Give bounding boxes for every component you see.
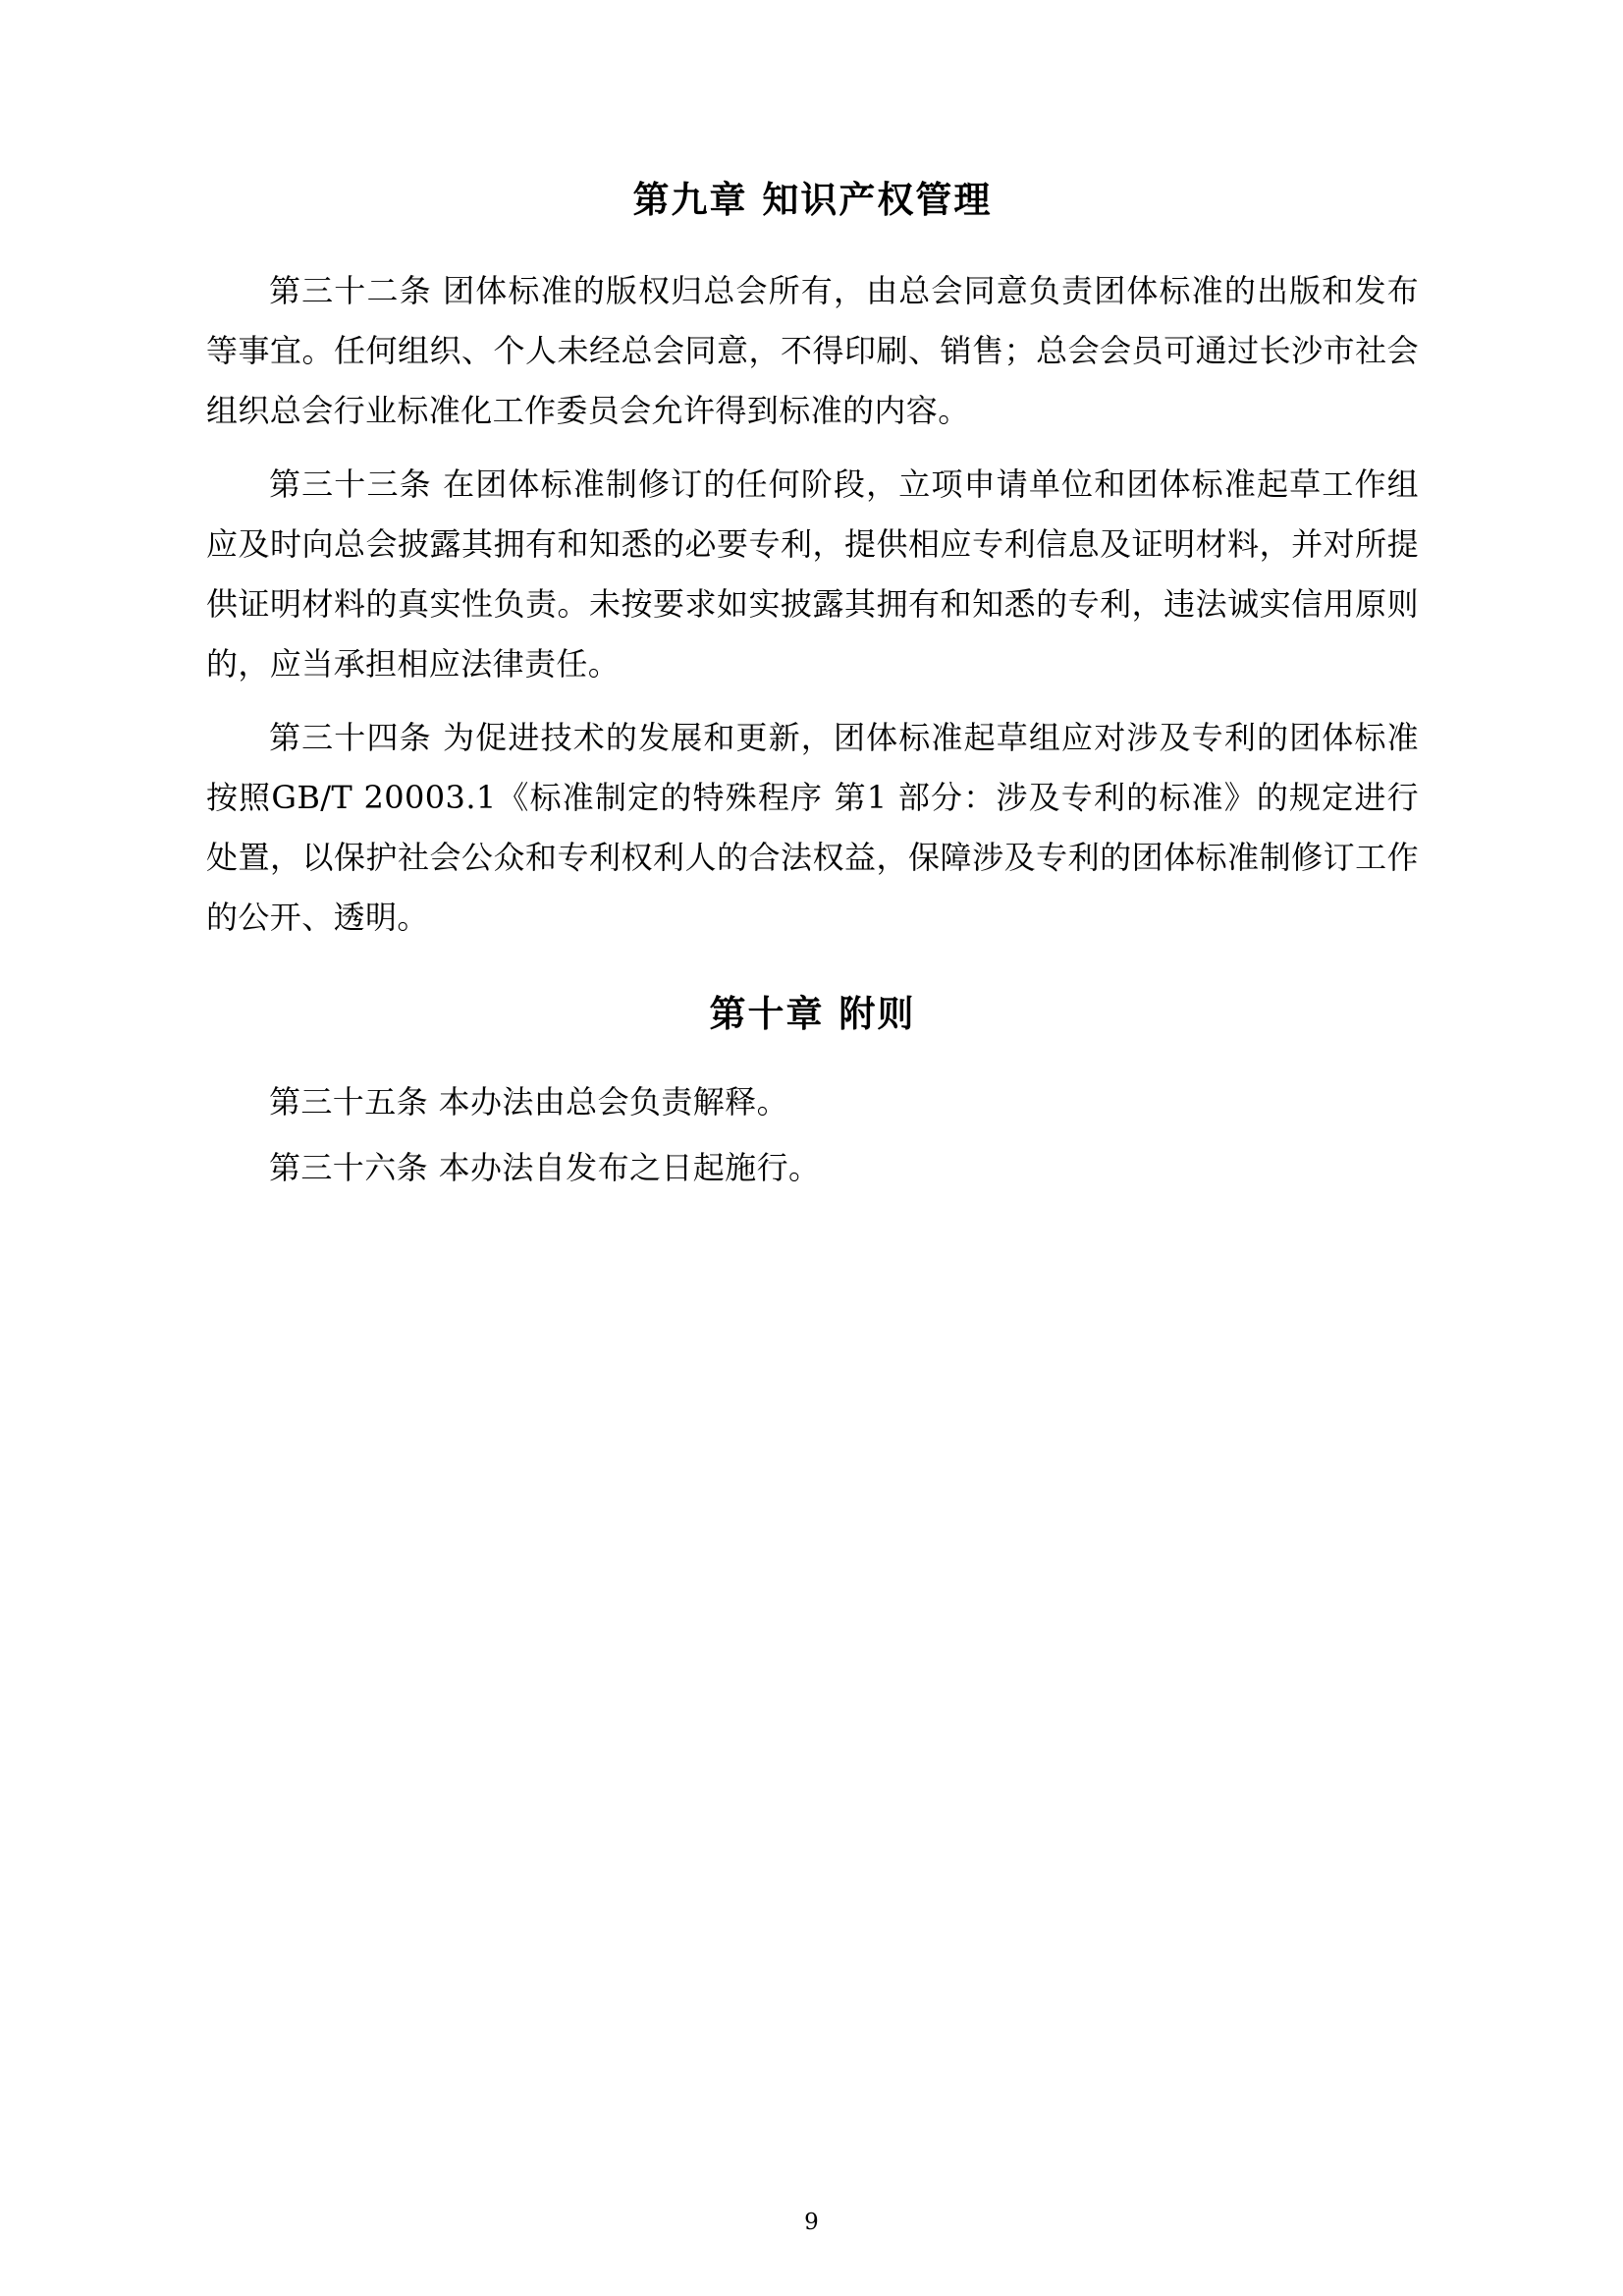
- paragraph-article-33: 第三十三条 在团体标准制修订的任何阶段，立项申请单位和团体标准起草工作组应及时向总会披露其拥有和知悉的必要专利，提供相应专利信息及证明材料，并对所提供证明材料的真实性负责。未按要求如实披露其拥有和知悉的专利，违法诚实信用原则的，应当承担相应法律责任。: [206, 465, 1419, 683]
- page-number: 9: [804, 2210, 819, 2235]
- paragraph-article-32: 第三十二条 团体标准的版权归总会所有，由总会同意负责团体标准的出版和发布等事宜。任何组织、个人未经总会同意，不得印刷、销售；总会会员可通过长沙市社会组织总会行业标准化工作委员会允许得到标准的内容。: [206, 272, 1419, 430]
- paragraph-article-35: 第三十五条 本办法由总会负责解释。: [269, 1082, 788, 1121]
- chapter-ten-heading: 第十章 附则: [709, 993, 916, 1036]
- top-spacer: [206, 118, 1419, 151]
- chapter-nine-block: [206, 179, 1419, 222]
- chapter-nine-heading: 第九章 知识产权管理: [632, 179, 993, 221]
- page-content: [206, 118, 1419, 1198]
- paragraph-article-36: 第三十六条 本办法自发布之日起施行。: [269, 1148, 821, 1186]
- paragraph-article-34: 第三十四条 为促进技术的发展和更新，团体标准起草组应对涉及专利的团体标准按照GB/T 20003.1《标准制定的特殊程序 第1 部分：涉及专利的标准》的规定进行处置，以保护社会公众和专利权利人的合法权益，保障涉及专利的团体标准制修订工作的公开、透明。: [206, 719, 1419, 937]
- chapter-ten-block: [206, 993, 1419, 1036]
